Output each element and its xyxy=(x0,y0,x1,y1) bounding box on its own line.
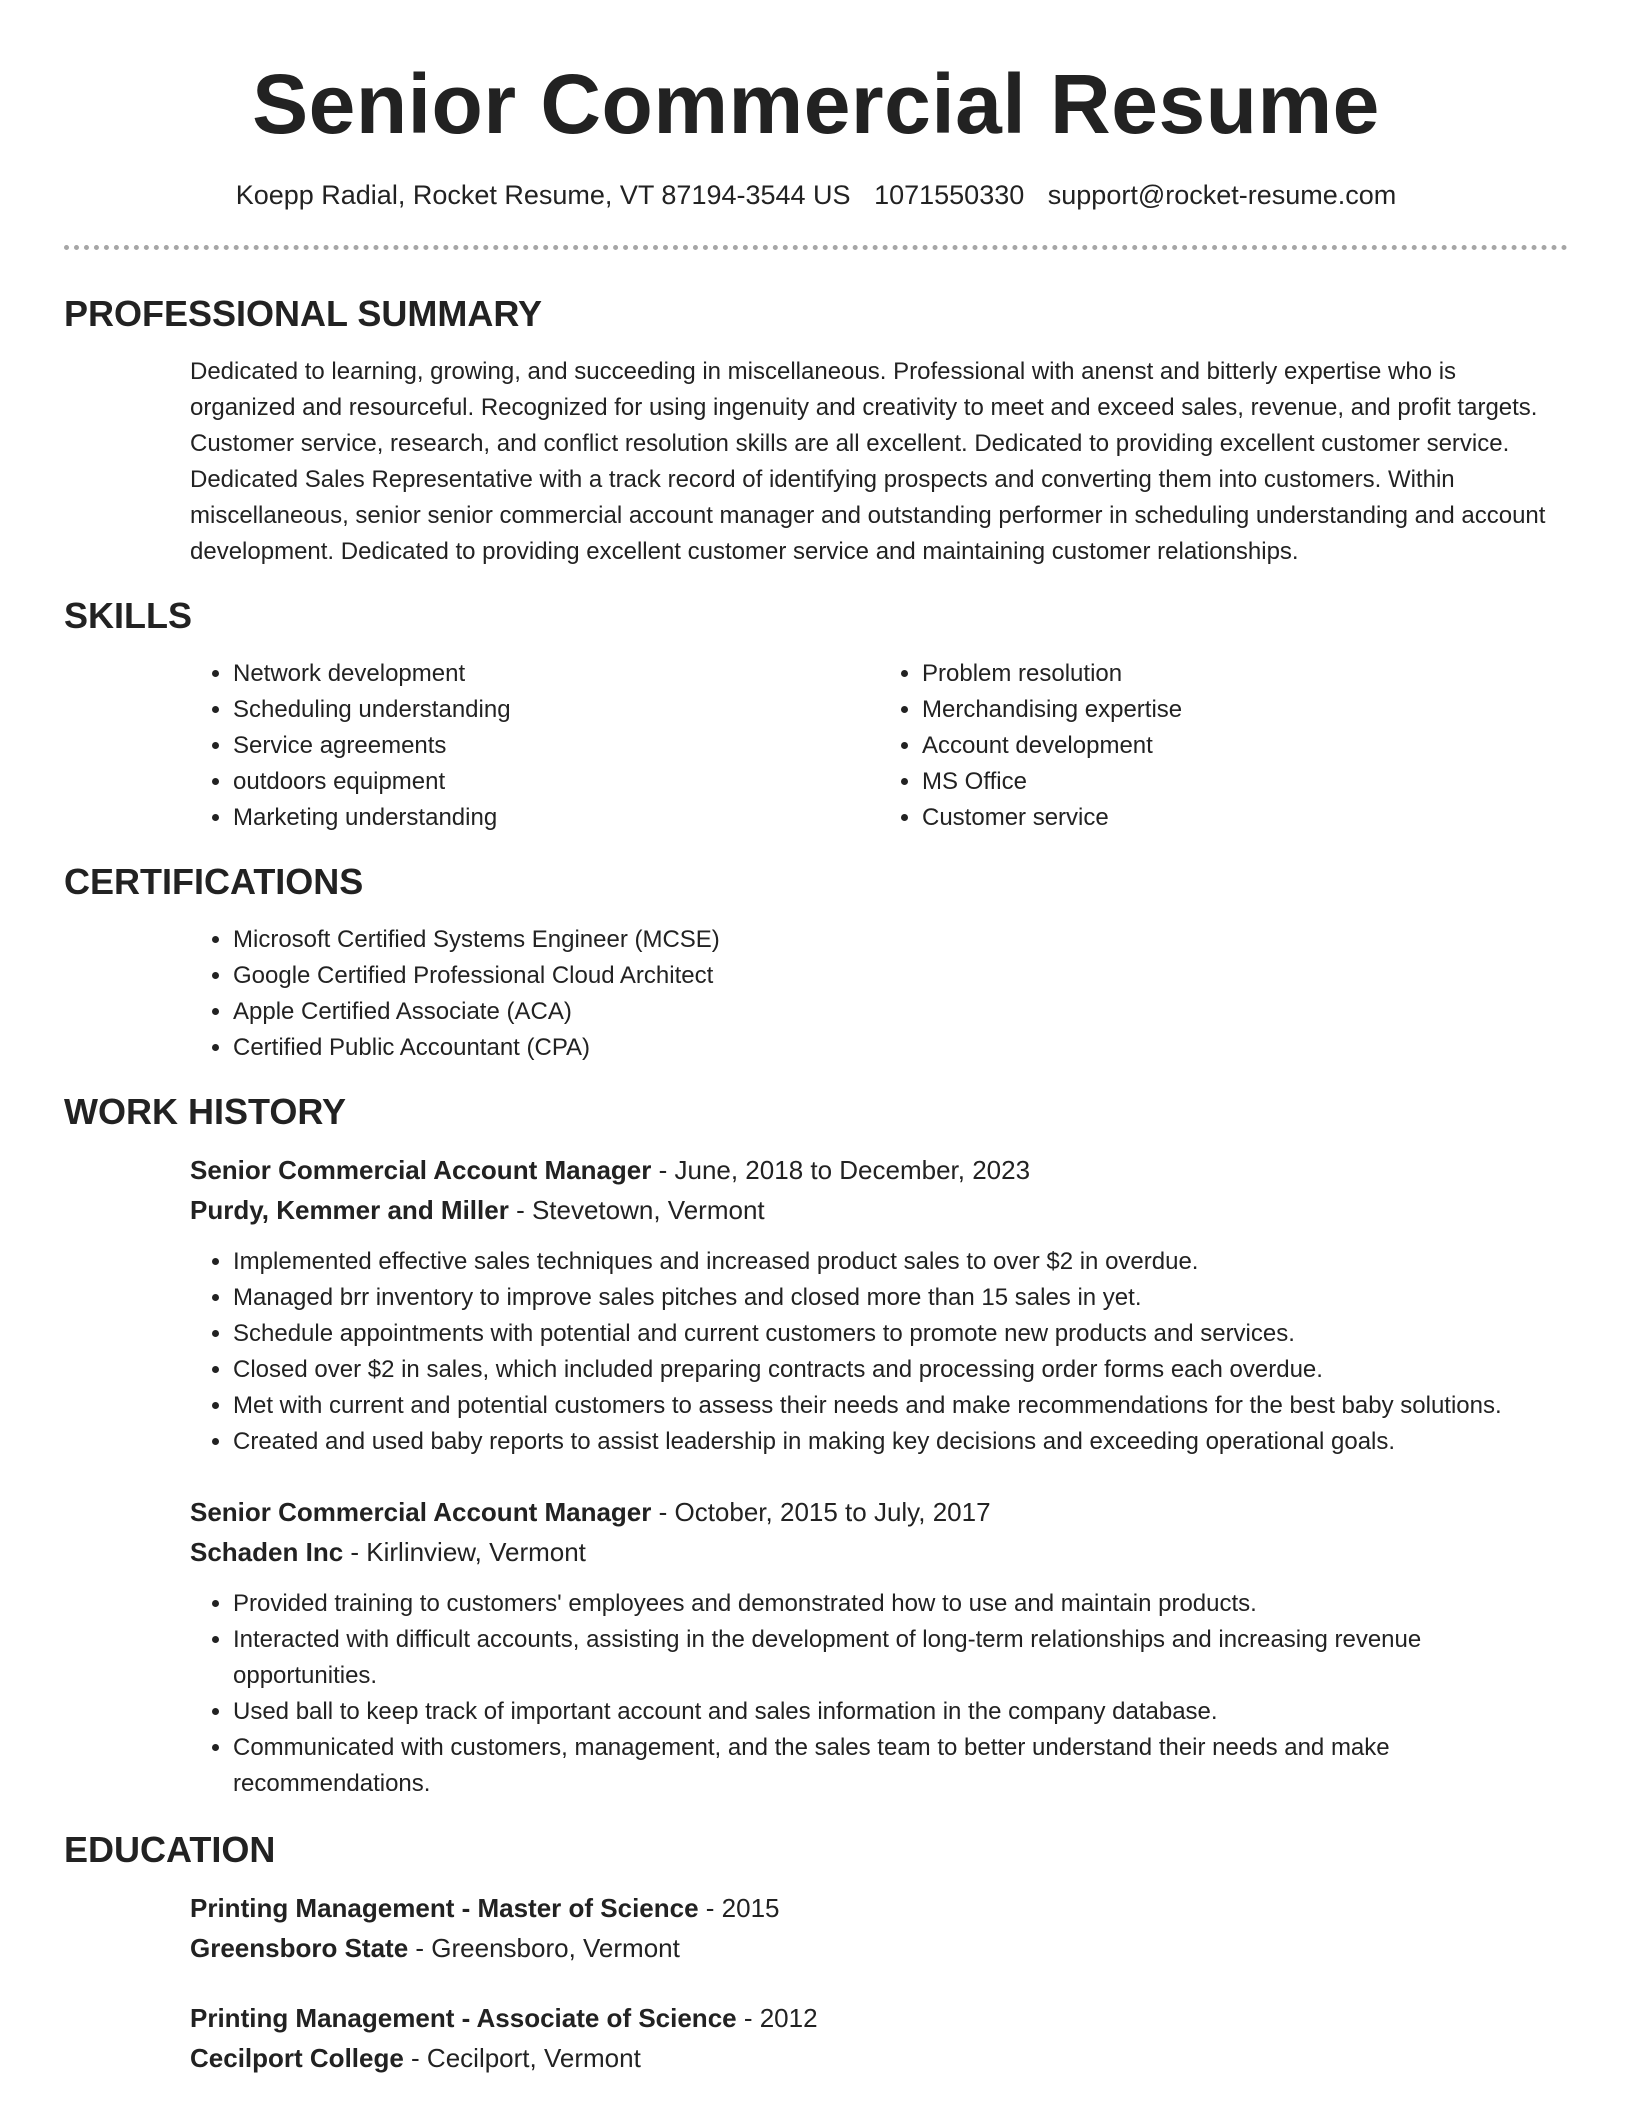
list-item: • Apple Certified Associate (ACA) xyxy=(233,994,1568,1030)
education-school-line xyxy=(190,1928,1568,1968)
list-item: • Provided training to customers' employees and demonstrated how to use and maintain products. xyxy=(233,1586,1568,1622)
list-item: • Implemented effective sales techniques and increased product sales to over $2 in overdue. xyxy=(233,1244,1568,1280)
list-item: • Google Certified Professional Cloud Architect xyxy=(233,958,1568,994)
list-item: • MS Office xyxy=(922,764,1568,800)
list-item: • Certified Public Accountant (CPA) xyxy=(233,1030,1568,1066)
education-school-line xyxy=(190,2038,1568,2078)
education-entry xyxy=(190,1998,1568,2078)
education-degree: Printing Management - Associate of Science xyxy=(190,2003,737,2033)
list-item: • Marketing understanding xyxy=(233,800,879,836)
certifications-section xyxy=(190,922,1568,1066)
contact-email: support@rocket-resume.com xyxy=(1047,180,1397,210)
list-item: • Microsoft Certified Systems Engineer (MCSE) xyxy=(233,922,1568,958)
education-year: - 2015 xyxy=(698,1893,780,1923)
resume-page xyxy=(64,0,1568,2078)
job-location: - Kirlinview, Vermont xyxy=(343,1537,586,1567)
job-bullets xyxy=(190,1244,1568,1460)
certifications-list xyxy=(190,922,1568,1066)
summary-heading: PROFESSIONAL SUMMARY xyxy=(64,293,543,334)
list-item: • Managed brr inventory to improve sales pitches and closed more than 15 sales in yet. xyxy=(233,1280,1568,1316)
education-degree-line xyxy=(190,1998,1568,2038)
skills-list-right xyxy=(879,656,1568,836)
contact-address: Koepp Radial, Rocket Resume, VT 87194-3544 US xyxy=(235,180,851,210)
job-dates: - June, 2018 to December, 2023 xyxy=(651,1155,1031,1185)
skills-list-left xyxy=(190,656,879,836)
list-item: • Problem resolution xyxy=(922,656,1568,692)
list-item: • Communicated with customers, management, and the sales team to better understand their needs and make recommendations. xyxy=(233,1730,1568,1802)
list-item: • Scheduling understanding xyxy=(233,692,879,728)
contact-line xyxy=(64,178,1568,212)
education-school: Cecilport College xyxy=(190,2043,404,2073)
education-location: - Cecilport, Vermont xyxy=(403,2043,641,2073)
list-item: • Met with current and potential customers to assess their needs and make recommendations for the best baby solutions. xyxy=(233,1388,1568,1424)
job-bullets xyxy=(190,1586,1568,1802)
resume-title: Senior Commercial Resume xyxy=(252,57,1380,151)
list-item: • Customer service xyxy=(922,800,1568,836)
summary-text: Dedicated to learning, growing, and succeeding in miscellaneous. Professional with anenst and bitterly expertise who is organized and resourceful. Recognized for using ingenuity and creativity to meet and exceed sales, revenue, and profit targets. Customer service, research, and conflict resolution skills are all excellent. Dedicated to providing excellent customer service. Dedicated Sales Representative with a track record of identifying prospects and converting them into customers. Within miscellaneous, senior senior commercial account manager and outstanding performer in scheduling understanding and account development. Dedicated to providing excellent customer service and maintaining customer relationships. xyxy=(190,358,1546,565)
education-entry xyxy=(190,1888,1568,1968)
job-company-line xyxy=(190,1532,1568,1572)
job-company: Purdy, Kemmer and Miller xyxy=(190,1195,509,1225)
list-item: • Closed over $2 in sales, which included preparing contracts and processing order forms each overdue. xyxy=(233,1352,1568,1388)
header-divider xyxy=(64,245,1568,250)
skills-heading: SKILLS xyxy=(64,595,193,636)
job-location: - Stevetown, Vermont xyxy=(508,1195,765,1225)
list-item: • Service agreements xyxy=(233,728,879,764)
list-item: • Created and used baby reports to assist leadership in making key decisions and exceeding operational goals. xyxy=(233,1424,1568,1460)
job-title: Senior Commercial Account Manager xyxy=(190,1497,652,1527)
work-history-heading: WORK HISTORY xyxy=(64,1091,347,1132)
education-heading: EDUCATION xyxy=(64,1829,276,1870)
list-item: • Used ball to keep track of important account and sales information in the company database. xyxy=(233,1694,1568,1730)
job-title-line xyxy=(190,1150,1568,1190)
list-item: • outdoors equipment xyxy=(233,764,879,800)
education-location: - Greensboro, Vermont xyxy=(408,1933,680,1963)
job-title: Senior Commercial Account Manager xyxy=(190,1155,652,1185)
education-degree-line xyxy=(190,1888,1568,1928)
job-title-line xyxy=(190,1492,1568,1532)
education-school: Greensboro State xyxy=(190,1933,409,1963)
list-item: • Account development xyxy=(922,728,1568,764)
summary-section xyxy=(190,354,1568,570)
education-year: - 2012 xyxy=(736,2003,818,2033)
education-degree: Printing Management - Master of Science xyxy=(190,1893,699,1923)
certifications-heading: CERTIFICATIONS xyxy=(64,861,364,902)
list-item: • Merchandising expertise xyxy=(922,692,1568,728)
list-item: • Schedule appointments with potential and current customers to promote new products and services. xyxy=(233,1316,1568,1352)
skills-section xyxy=(190,656,1568,836)
list-item: • Network development xyxy=(233,656,879,692)
job-entry xyxy=(190,1492,1568,1802)
job-company: Schaden Inc xyxy=(190,1537,344,1567)
job-entry xyxy=(190,1150,1568,1460)
contact-phone: 1071550330 xyxy=(874,180,1025,210)
list-item: • Interacted with difficult accounts, assisting in the development of long-term relationships and increasing revenue opportunities. xyxy=(233,1622,1568,1694)
job-company-line xyxy=(190,1190,1568,1230)
job-dates: - October, 2015 to July, 2017 xyxy=(651,1497,991,1527)
